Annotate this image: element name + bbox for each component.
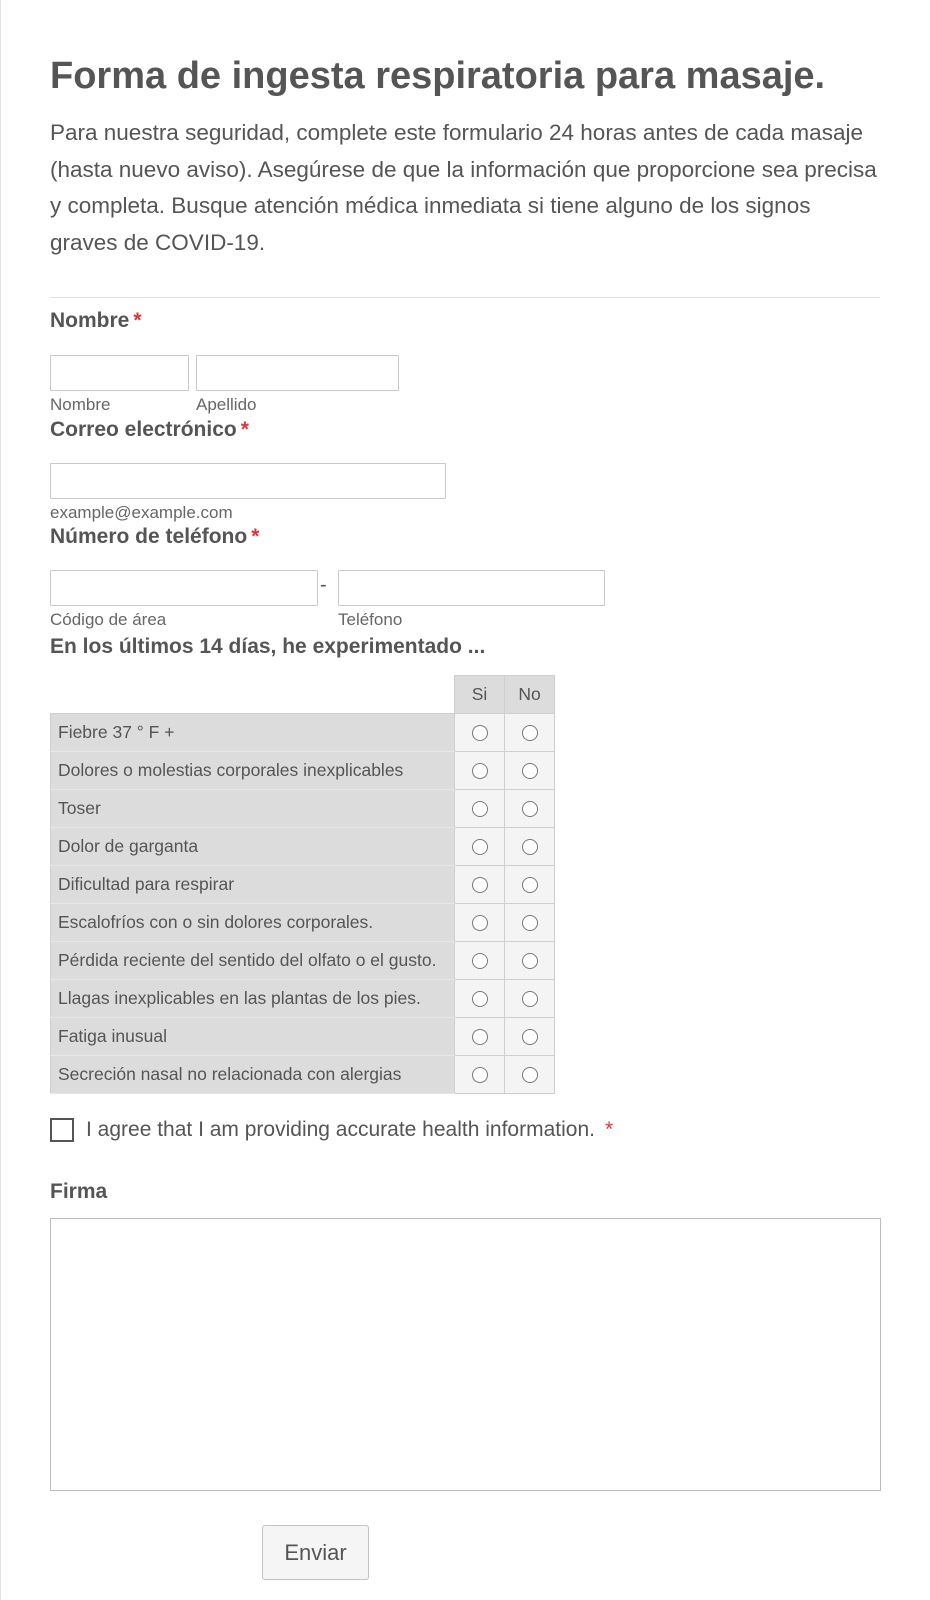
agree-checkbox[interactable] xyxy=(50,1118,74,1142)
radio-no[interactable] xyxy=(522,1029,538,1045)
radio-cell-si[interactable] xyxy=(455,1018,505,1056)
agree-text: I agree that I am providing accurate health information. xyxy=(86,1118,595,1141)
form-title: Forma de ingesta respiratoria para masaje. xyxy=(50,55,826,97)
first-name-input[interactable] xyxy=(50,355,189,391)
radio-no[interactable] xyxy=(522,801,538,817)
column-header-no: No xyxy=(505,676,555,714)
header-divider xyxy=(50,297,880,298)
radio-si[interactable] xyxy=(472,915,488,931)
matrix-row xyxy=(51,828,555,866)
symptom-label: Fatiga inusual xyxy=(51,1018,455,1056)
radio-cell-si[interactable] xyxy=(455,980,505,1018)
radio-no[interactable] xyxy=(522,839,538,855)
radio-si[interactable] xyxy=(472,1029,488,1045)
matrix-row xyxy=(51,904,555,942)
matrix-row xyxy=(51,714,555,752)
agree-row[interactable] xyxy=(50,1118,613,1142)
radio-cell-si[interactable] xyxy=(455,904,505,942)
symptoms-label: En los últimos 14 días, he experimentado ... xyxy=(50,635,486,658)
phone-label-text: Número de teléfono xyxy=(50,525,248,548)
radio-cell-si[interactable] xyxy=(455,828,505,866)
symptom-label: Dolor de garganta xyxy=(51,828,455,866)
form-subtitle: Para nuestra seguridad, complete este formulario 24 horas antes de cada masaje (hasta nuevo aviso). Asegúrese de que la información que proporcione sea precisa y completa. Busque atención médica inmediata si tiene alguno de los signos graves de COVID-19. xyxy=(50,120,877,255)
matrix-corner xyxy=(51,676,455,714)
radio-cell-no[interactable] xyxy=(505,942,555,980)
matrix-row xyxy=(51,1056,555,1094)
radio-no[interactable] xyxy=(522,1067,538,1083)
radio-si[interactable] xyxy=(472,877,488,893)
area-code-sublabel: Código de área xyxy=(50,610,167,629)
last-name-input[interactable] xyxy=(196,355,399,391)
radio-no[interactable] xyxy=(522,953,538,969)
signature-pad[interactable] xyxy=(50,1218,881,1491)
radio-cell-no[interactable] xyxy=(505,980,555,1018)
radio-cell-no[interactable] xyxy=(505,1018,555,1056)
matrix-row xyxy=(51,980,555,1018)
radio-cell-no[interactable] xyxy=(505,752,555,790)
radio-cell-si[interactable] xyxy=(455,714,505,752)
symptom-label: Escalofríos con o sin dolores corporales. xyxy=(51,904,455,942)
phone-number-sublabel: Teléfono xyxy=(338,610,403,629)
column-header-si: Si xyxy=(455,676,505,714)
symptom-label: Llagas inexplicables en las plantas de los pies. xyxy=(51,980,455,1018)
radio-no[interactable] xyxy=(522,991,538,1007)
radio-si[interactable] xyxy=(472,839,488,855)
phone-number-input[interactable] xyxy=(338,570,605,606)
radio-cell-no[interactable] xyxy=(505,714,555,752)
required-asterisk: * xyxy=(604,1118,614,1141)
email-input[interactable] xyxy=(50,463,446,499)
required-asterisk: * xyxy=(133,309,142,332)
radio-cell-no[interactable] xyxy=(505,790,555,828)
radio-cell-si[interactable] xyxy=(455,1056,505,1094)
radio-si[interactable] xyxy=(472,801,488,817)
radio-si[interactable] xyxy=(472,1067,488,1083)
email-sublabel: example@example.com xyxy=(50,503,233,522)
matrix-row xyxy=(51,752,555,790)
matrix-header-row xyxy=(51,676,555,714)
radio-si[interactable] xyxy=(472,953,488,969)
symptoms-matrix xyxy=(50,675,555,1094)
required-asterisk: * xyxy=(240,418,249,441)
radio-cell-si[interactable] xyxy=(455,752,505,790)
required-asterisk: * xyxy=(251,525,260,548)
email-label-text: Correo electrónico xyxy=(50,418,237,441)
radio-cell-si[interactable] xyxy=(455,942,505,980)
signature-label: Firma xyxy=(50,1180,108,1203)
radio-cell-si[interactable] xyxy=(455,866,505,904)
phone-separator: - xyxy=(320,574,327,596)
radio-si[interactable] xyxy=(472,763,488,779)
symptom-label: Dificultad para respirar xyxy=(51,866,455,904)
submit-button[interactable]: Enviar xyxy=(262,1525,369,1580)
matrix-row xyxy=(51,866,555,904)
radio-no[interactable] xyxy=(522,877,538,893)
symptom-label: Fiebre 37 ° F + xyxy=(51,714,455,752)
symptom-label: Toser xyxy=(51,790,455,828)
symptom-label: Pérdida reciente del sentido del olfato o el gusto. xyxy=(51,942,455,980)
symptom-label: Secreción nasal no relacionada con alergias xyxy=(51,1056,455,1094)
radio-no[interactable] xyxy=(522,915,538,931)
matrix-row xyxy=(51,1018,555,1056)
symptom-label: Dolores o molestias corporales inexplicables xyxy=(51,752,455,790)
radio-cell-no[interactable] xyxy=(505,866,555,904)
matrix-row xyxy=(51,942,555,980)
radio-cell-si[interactable] xyxy=(455,790,505,828)
radio-cell-no[interactable] xyxy=(505,1056,555,1094)
name-label-text: Nombre xyxy=(50,309,130,332)
email-label xyxy=(50,418,249,442)
phone-label xyxy=(50,525,259,549)
radio-cell-no[interactable] xyxy=(505,828,555,866)
last-name-sublabel: Apellido xyxy=(196,395,257,414)
name-label xyxy=(50,309,142,333)
page-left-border xyxy=(0,0,1,1600)
area-code-input[interactable] xyxy=(50,570,318,606)
radio-cell-no[interactable] xyxy=(505,904,555,942)
radio-no[interactable] xyxy=(522,725,538,741)
radio-no[interactable] xyxy=(522,763,538,779)
first-name-sublabel: Nombre xyxy=(50,395,111,414)
radio-si[interactable] xyxy=(472,991,488,1007)
matrix-row xyxy=(51,790,555,828)
radio-si[interactable] xyxy=(472,725,488,741)
